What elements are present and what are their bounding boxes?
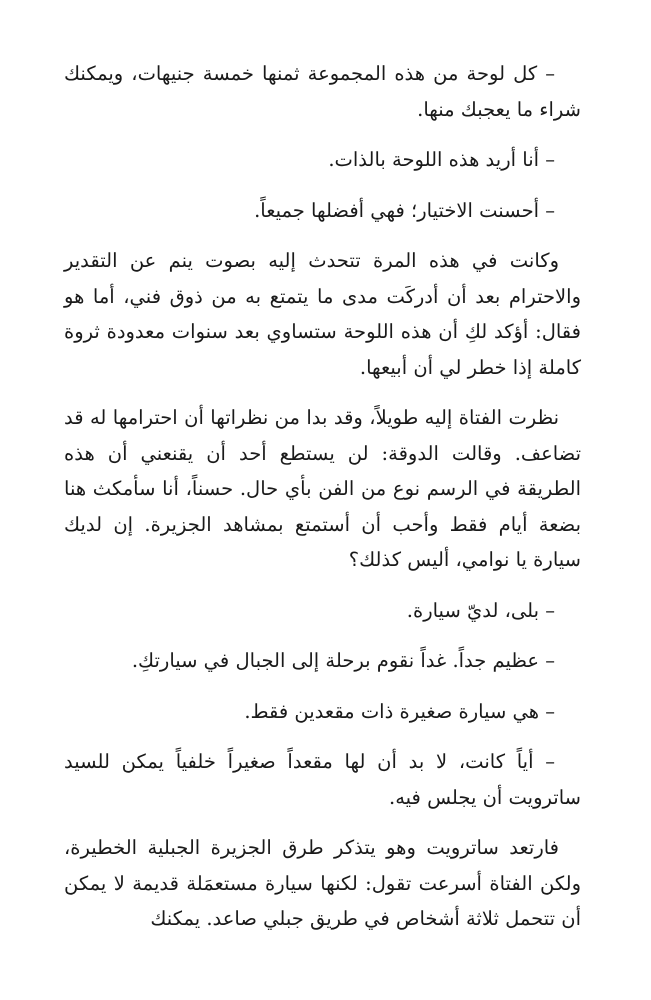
paragraph-dialog-mountain-trip: – عظيم جداً. غداً نقوم برحلة إلى الجبال في سيارتكِ.	[131, 649, 555, 672]
paragraph-narration-respect: وكانت في هذه المرة تتحدث إليه بصوت ينم عن التقدير والاحترام بعد أن أدركَت مدى ما يتمتع به من ذوق فني، أما هو فقال: أؤكد لكِ أن هذه اللوحة ستساوي بعد سنوات معدودة ثروة كاملة إذا خطر لي أن أبيعها.	[64, 249, 581, 379]
book-page-text	[64, 56, 581, 937]
paragraph-dialog-want-painting: – أنا أريد هذه اللوحة بالذات.	[328, 148, 555, 171]
paragraph-dialog-two-seats: – هي سيارة صغيرة ذات مقعدين فقط.	[244, 699, 555, 723]
paragraph-dialog-good-choice: – أحسنت الاختيار؛ فهي أفضلها جميعاً.	[254, 198, 555, 222]
paragraph-dialog-back-seat: – أياً كانت، لا بد أن لها مقعداً صغيراً خلفياً يمكن للسيد ساترويت أن يجلس فيه.	[64, 750, 581, 809]
paragraph-dialog-price: – كل لوحة من هذه المجموعة ثمنها خمسة جنيهات، ويمكنك شراء ما يعجبك منها.	[64, 62, 581, 121]
paragraph-narration-old-car: فارتعد ساترويت وهو يتذكر طرق الجزيرة الجبلية الخطيرة، ولكن الفتاة أسرعت تقول: لكنها سيارة مستعمَلة قديمة لا يمكن أن تتحمل ثلاثة أشخاص في طريق جبلي صاعد. يمكنك	[64, 836, 581, 930]
paragraph-dialog-have-car: – بلى، لديّ سيارة.	[406, 598, 555, 622]
next-line-cutoff	[300, 992, 330, 1000]
paragraph-narration-duchess: نظرت الفتاة إليه طويلاً، وقد بدا من نظراتها أن احترامها له قد تضاعف. وقالت الدوقة: لن يستطع أحد أن يقنعني أن هذه الطريقة في الرسم نوع من الفن بأي حال. حسناً، أنا سأمكث هنا بضعة أيام فقط وأحب أن أستمتع بمشاهد الجزيرة. إن لديك سيارة يا نوامي، أليس كذلك؟	[64, 406, 581, 571]
